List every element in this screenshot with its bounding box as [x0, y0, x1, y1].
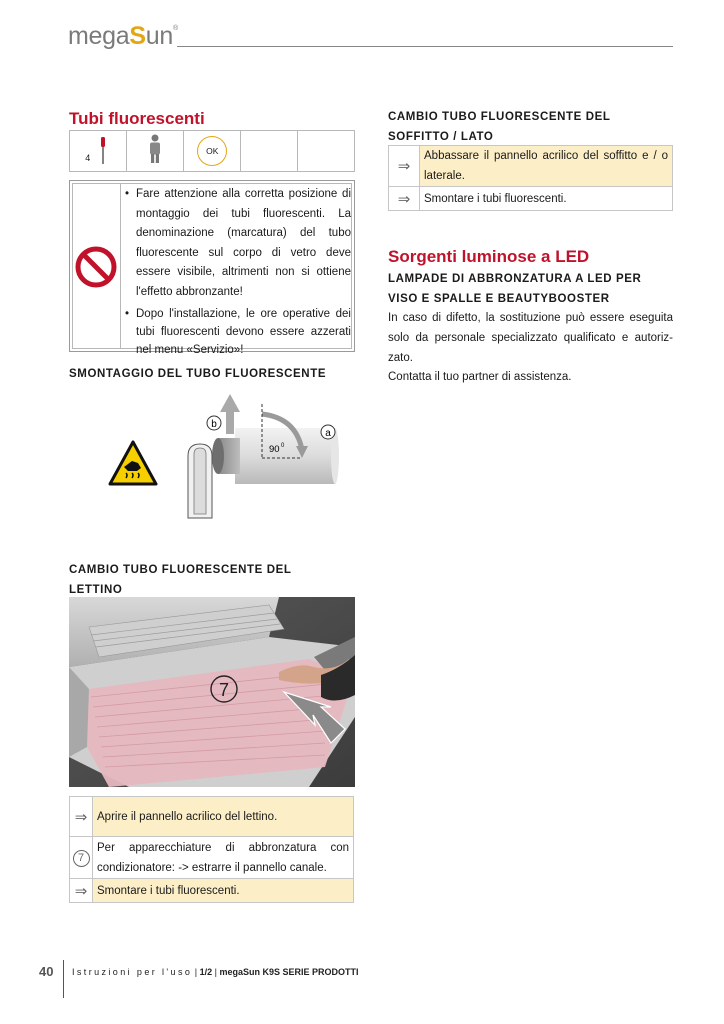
brand-logo: megaSun®	[68, 22, 178, 50]
ok-cell	[184, 131, 241, 172]
technician-cell	[126, 131, 183, 172]
arrow-icon: ⇒	[389, 187, 420, 211]
section-heading-lettino: CAMBIO TUBO FLUORESCENTE DEL LETTINO	[69, 564, 292, 596]
step-text: Smontare i tubi fluorescenti.	[93, 879, 354, 903]
arrow-icon: ⇒	[70, 797, 93, 837]
step-row	[70, 879, 354, 903]
step-row	[389, 187, 673, 211]
empty-cell	[298, 131, 355, 172]
person-icon	[147, 134, 163, 164]
screwdriver-cell	[70, 131, 127, 172]
section-title-led: Sorgenti luminose a LED	[388, 247, 590, 266]
soffitto-steps-table	[388, 145, 673, 211]
page-number: 40	[39, 964, 54, 979]
tool-number: 4	[85, 153, 91, 164]
step-text: Per apparecchiature di abbronzatura con condizionatore: -> estrarre il pannello canale.	[93, 837, 354, 879]
step-text: Smontare i tubi fluorescenti.	[420, 187, 673, 211]
led-body-text: In caso di difetto, la sostituzione può essere eseguita solo da personale specializzato qualificato e autoriz-zato. Contatta il tuo partner di assistenza.	[388, 312, 673, 384]
warning-item: • Fare attenzione alla corretta posizione di montaggio dei tubi fluorescenti. La denominazione (marcatura) del tubo fluorescente sul corpo di vetro deve essere visibile, altrimenti non si ottiene l'effetto abbronzante!	[123, 185, 351, 303]
footer-text: Istruzioni per l'uso | 1/2 | megaSun K9S SERIE PRODOTTI	[72, 967, 359, 977]
angle-label: 90	[269, 444, 280, 455]
angle-superscript: 0	[281, 443, 285, 449]
step-row	[70, 837, 354, 879]
step-text: Abbassare il pannello acrilico del soffitto e / o laterale.	[420, 146, 673, 187]
step-row	[70, 797, 354, 837]
step-row	[389, 146, 673, 187]
ok-badge: OK	[197, 136, 227, 166]
warning-box	[69, 180, 355, 356]
tools-icon-bar	[69, 130, 355, 172]
hot-surface-warning-icon	[108, 440, 158, 486]
lettino-steps-table	[69, 796, 354, 903]
section-title-tubi: Tubi fluorescenti	[69, 109, 205, 128]
step-text: Aprire il pannello acrilico del lettino.	[93, 797, 354, 837]
label-b: b	[211, 419, 217, 430]
warning-divider	[120, 184, 121, 348]
photo-marker-7: 7	[218, 680, 230, 700]
warning-item: • Dopo l'installazione, le ore operative dei tubi fluorescenti devono essere azzerati nel menu «Servizio»!	[123, 305, 351, 359]
screwdriver-icon	[98, 136, 108, 166]
footer-divider	[63, 960, 64, 998]
tube-removal-diagram	[180, 386, 340, 526]
arrow-icon: ⇒	[389, 146, 420, 187]
header-rule	[177, 46, 673, 47]
warning-list	[123, 185, 351, 359]
section-heading-soffitto: CAMBIO TUBO FLUORESCENTE DEL SOFFITTO / LATO	[388, 111, 611, 143]
label-a: a	[325, 428, 331, 439]
arrow-icon: ⇒	[70, 879, 93, 903]
circled-seven-icon: 7	[70, 837, 93, 879]
sunbed-photo	[69, 597, 355, 787]
empty-cell	[241, 131, 298, 172]
section-heading-led: LAMPADE DI ABBRONZATURA A LED PER VISO E SPALLE E BEAUTYBOOSTER	[388, 273, 642, 305]
section-heading-smontaggio: SMONTAGGIO DEL TUBO FLUORESCENTE	[69, 368, 327, 380]
prohibition-icon	[75, 246, 117, 288]
